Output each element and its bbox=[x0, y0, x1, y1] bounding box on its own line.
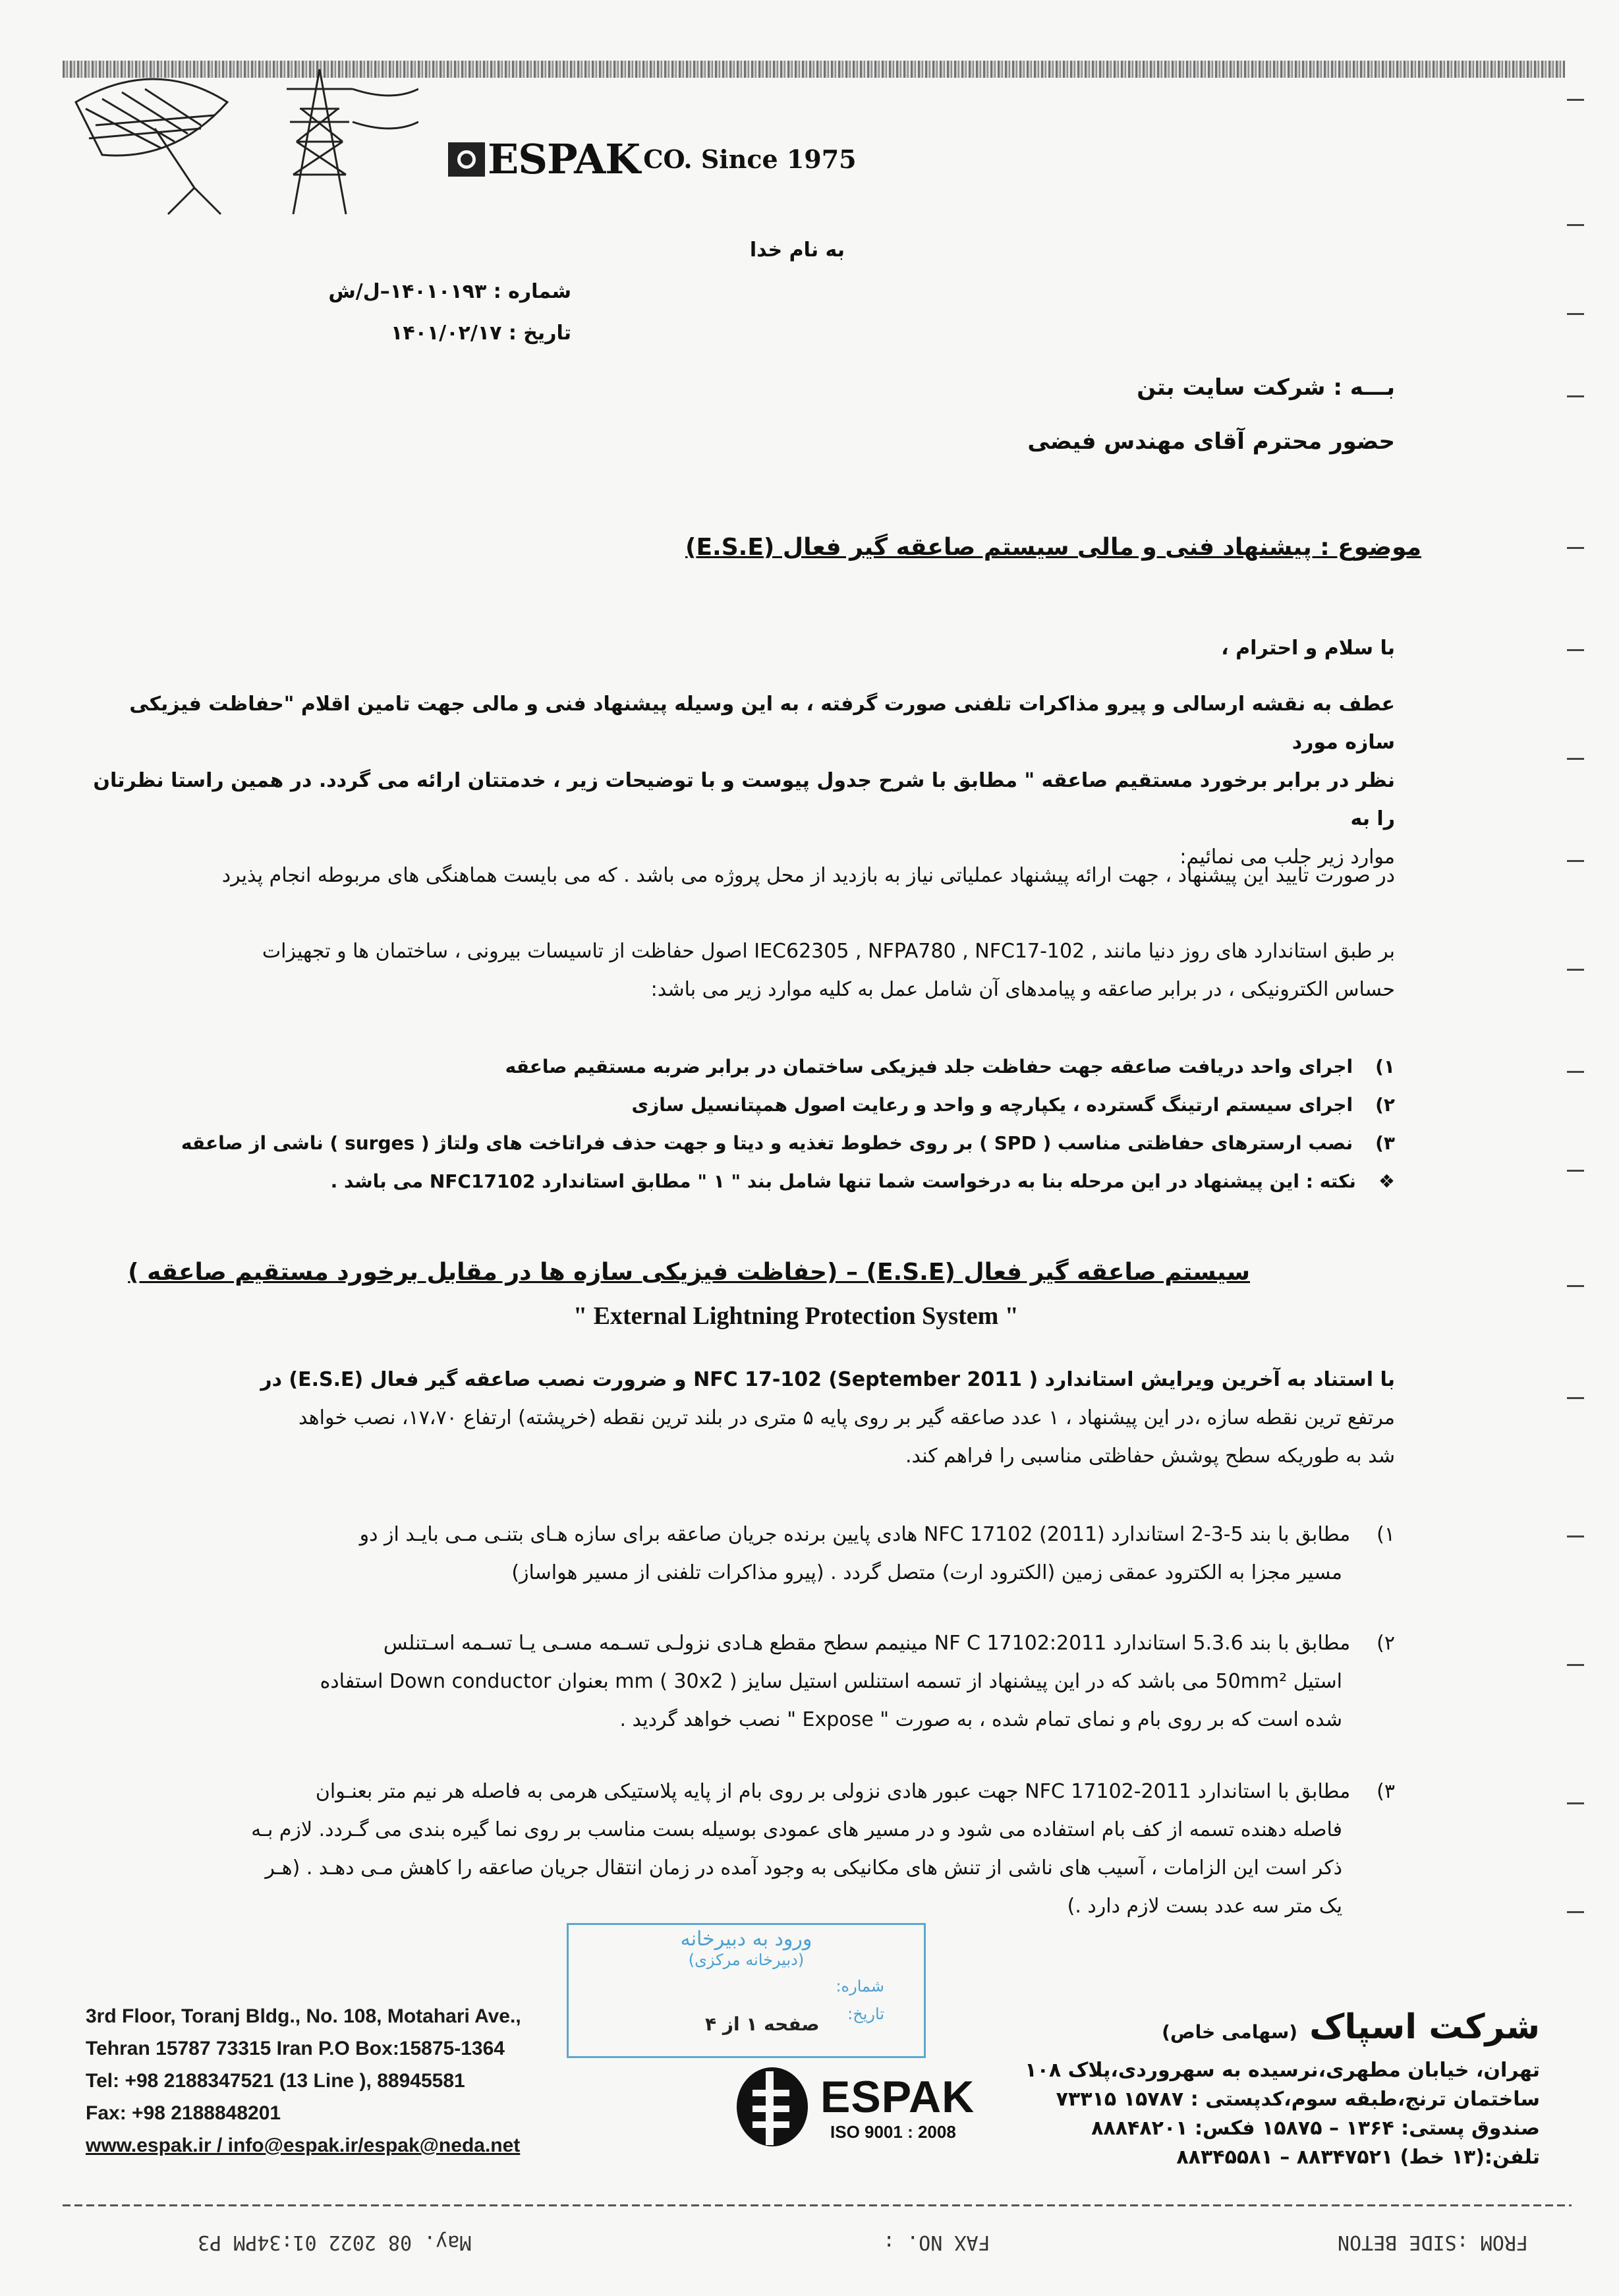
espak-iso-logo bbox=[731, 2059, 1061, 2152]
technical-item-1: ۱)مطابق با بند 5-3-2 استاندارد (2011) NFC 17102 هادی پایین برنده جریان صاعقه برای سازه هـای بتنـی مـی بایـد از دو مسیر مجزا به الکترود عمقی زمین (الکترود ارت) متصل گردد . (پیرو مذاکرات تلفنی از مسیر هواساز) bbox=[359, 1523, 1395, 1584]
page-number: صفحه ۱ از ۴ bbox=[705, 2013, 820, 2035]
fax-line: Fax: +98 2188848201 bbox=[86, 2102, 281, 2124]
espak-logo-mark-icon bbox=[448, 142, 485, 177]
fax-divider bbox=[63, 2204, 1572, 2206]
company-since: CO. Since 1975 bbox=[643, 144, 857, 174]
footer-company-fa: شرکت اسپاک bbox=[1309, 2007, 1540, 2047]
bismillah: به نام خدا bbox=[749, 239, 845, 262]
fax-from: FROM :SIDE BETON bbox=[1338, 2231, 1528, 2254]
espak-logo bbox=[448, 135, 857, 183]
fax-number: FAX NO. : bbox=[883, 2231, 990, 2254]
item-number: ۱) bbox=[1377, 1523, 1395, 1546]
intro-line-1: عطف به نقشه ارسالی و پیرو مذاکرات تلفنی صورت گرفته ، به این وسیله پیشنهاد فنی و مالی جهت تامین اقلام "حفاظت فیزیکی سازه مورد bbox=[129, 693, 1395, 754]
greeting: با سلام و احترام ، bbox=[1221, 637, 1395, 660]
list-item: ۱)اجرای واحد دریافت صاعقه جهت حفاظت جلد فیزیکی ساختمان در برابر ضربه مستقیم صاعقه bbox=[505, 1056, 1395, 1077]
section-title: سیستم صاعقه گیر فعال (E.S.E) – (حفاظت فیزیکی سازه ها در مقابل برخورد مستقیم صاعقه ) bbox=[128, 1259, 1250, 1286]
note-item: ❖نکته : این پیشنهاد در این مرحله بنا به درخواست شما تنها شامل بند " ۱ " مطابق استاندارد NFC17102 می باشد . bbox=[330, 1170, 1395, 1192]
received-stamp: ورود به دبیرخانه (دبیرخانه مرکزی) شماره: تاریخ: bbox=[567, 1923, 926, 2058]
technical-item-3: ۳)مطابق با استاندارد NFC 17102-2011 جهت عبور هادی نزولی بر روی بام از پایه پلاستیکی هرمی به فاصله هر نیم متر بعنـوان فاصله دهنده تسمه از کف بام استفاده می شود و در مسیر های عمودی بوسیله بست مناسب بر روی نما گیره بندی می گـردد. لازم بـه ذکر است این الزامات ، آسیب های ناشی از تنش های مکانیکی به وجود آمده در زمان انتقال جریان صاعقه را کاهش مـی دهـد . (هـر یک متر سه عدد بست لازم دارد .) bbox=[251, 1780, 1395, 1918]
list-item: ۲)اجرای سیستم ارتینگ گسترده ، یکپارچه و واحد و رعایت اصول همپتانسیل سازی bbox=[631, 1094, 1395, 1116]
standards-line-1: بر طبق استاندارد های روز دنیا مانند , IEC62305 , NFPA780 , NFC17-102 اصول حفاظت از تاسیسات بیرونی ، ساختمان ها و تجهیزات bbox=[262, 940, 1395, 963]
recipient-company: بـــه : شرکت سایت بتن bbox=[1137, 374, 1395, 401]
city-line: Tehran 15787 73315 Iran P.O Box:15875-1364 bbox=[86, 2038, 505, 2059]
espak-emblem-icon bbox=[731, 2059, 817, 2152]
footer-contact-fa: شرکت اسپاک (سهامی خاص) تهران، خیابان مطهری،نرسیده به سهروردی،پلاک ۱۰۸ ساختمان ترنج،طبقه سوم،کدپستی : ۱۵۷۸۷ ۷۳۳۱۵ صندوق پستی: ۱۳۶۴ – ۱۵۸۷۵ فکس: ۸۸۸۴۸۲۰۱ تلفن:(۱۳ خط) ۸۸۳۴۷۵۲۱ – ۸۸۳۴۵۵۸۱ bbox=[1025, 2007, 1540, 2169]
address-line: 3rd Floor, Toranj Bldg., No. 108, Motahari Ave., bbox=[86, 2005, 521, 2027]
section-subtitle: " External Lightning Protection System " bbox=[573, 1302, 1019, 1330]
letter-date: تاریخ : ۱۴۰۱/۰۲/۱۷ bbox=[391, 322, 571, 345]
web-email-link[interactable]: www.espak.ir / info@espak.ir/espak@neda.net bbox=[86, 2135, 521, 2156]
fax-datetime: May. 08 2022 01:34PM P3 bbox=[198, 2231, 472, 2254]
satellite-tower-artwork bbox=[63, 63, 418, 221]
note-bullet-icon: ❖ bbox=[1378, 1170, 1395, 1192]
list-item: ۳)نصب ارسترهای حفاظتی مناسب ( SPD ) بر روی خطوط تغذیه و دیتا و جهت حذف فراتاخت های ولتاژ ( surges ) ناشی از صاعقه bbox=[181, 1132, 1395, 1154]
visit-paragraph: در صورت تایید این پیشنهاد ، جهت ارائه پیشنهاد عملیاتی نیاز به بازدید از محل پروژه می باشد . که می بایست هماهنگی های مربوطه انجام پذیرد bbox=[221, 864, 1395, 887]
iso-certificate: ISO 9001 : 2008 bbox=[830, 2122, 956, 2142]
letter-number: شماره : ۱۴۰۱۰۱۹۳–ل/ش bbox=[328, 280, 571, 303]
subject-line: موضوع : پیشنهاد فنی و مالی سیستم صاعقه گیر فعال (E.S.E) bbox=[685, 534, 1421, 561]
ese-paragraph bbox=[77, 1361, 1395, 1476]
recipient-attention: حضور محترم آقای مهندس فیضی bbox=[1027, 428, 1395, 455]
ese-line-2: مرتفع ترین نقطه سازه ،در این پیشنهاد ، ۱ عدد صاعقه گیر بر روی پایه ۵ متری در بلند ترین نقطه (خرپشته) ارتفاع ۱۷،۷۰، نصب خواهد bbox=[298, 1406, 1395, 1429]
standards-paragraph bbox=[77, 933, 1395, 1009]
tel-line: Tel: +98 2188347521 (13 Line ), 88945581 bbox=[86, 2070, 465, 2092]
footer-contact-en bbox=[86, 2000, 521, 2162]
fax-transmission-line bbox=[0, 2214, 1619, 2254]
ese-line-3: شد به طوریکه سطح پوشش حفاظتی مناسبی را فراهم کند. bbox=[905, 1445, 1395, 1468]
footer-company-name: ESPAK bbox=[820, 2072, 975, 2122]
intro-paragraph bbox=[77, 685, 1395, 876]
item-number: ۳) bbox=[1377, 1780, 1395, 1803]
requirements-list bbox=[110, 1048, 1395, 1201]
intro-line-3: موارد زیر جلب می نمائیم: bbox=[1179, 846, 1395, 869]
company-name: ESPAK bbox=[488, 135, 640, 183]
intro-line-2: نظر در برابر برخورد مستقیم صاعقه " مطابق با شرح جدول پیوست و با توضیحات زیر ، خدمتتان ارائه می گردد. در همین راستا نظرتان را به bbox=[93, 769, 1395, 830]
ese-line-1: با استناد به آخرین ویرایش استاندارد ( September 2011) NFC 17-102 و ضرورت نصب صاعقه گیر فعال (E.S.E) در bbox=[260, 1368, 1395, 1391]
item-number: ۲) bbox=[1377, 1632, 1395, 1655]
standards-line-2: حساس الکترونیکی ، در برابر صاعقه و پیامدهای آن شامل عمل به کلیه موارد زیر می باشد: bbox=[650, 978, 1395, 1001]
technical-item-2: ۲)مطابق با بند 5.3.6 استاندارد NF C 17102:2011 مینیمم سطح مقطع هـادی نزولـی تسـمه مسـی یـا تسـمه اسـتنلس استیل 50mm² می باشد که در این پیشنهاد از تسمه استنلس استیل سایز mm ( 30x2 ) بعنوان Down conductor استفاده شده است که بر روی بام و نمای تمام شده ، به صورت " Expose " نصب خواهد گردید . bbox=[320, 1632, 1395, 1731]
company-type: (سهامی خاص) bbox=[1162, 2021, 1298, 2043]
